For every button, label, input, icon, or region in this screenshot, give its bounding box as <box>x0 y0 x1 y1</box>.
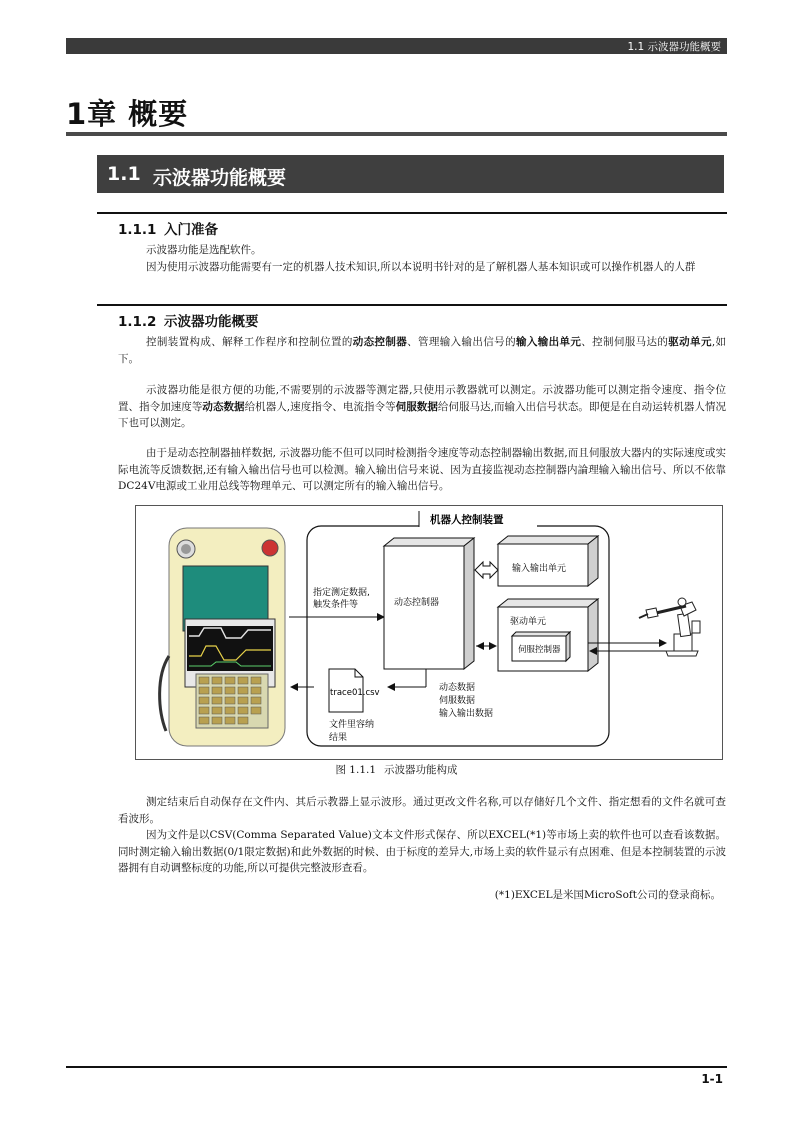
io-unit-box <box>498 536 598 586</box>
paragraph-features <box>118 382 726 432</box>
servo-controller-label: 伺服控制器 <box>518 645 561 655</box>
teach-pendant-icon <box>160 528 285 746</box>
paragraph: 因为使用示波器功能需要有一定的机器人技术知识,所以本说明书针对的是了解机器人基本知识或可以操作机器人的人群 <box>146 260 696 273</box>
chapter-title: 1章 概要 <box>66 97 189 131</box>
input-label-1: 指定测定数据, <box>313 588 370 598</box>
paragraph: 测定结束后自动保存在文件内、其后示教器上显示波形。通过更改文件名称,可以存储好几个文件、指定想看的文件名就可查看波形。 <box>118 796 726 825</box>
paragraph: 控制装置构成、解释工作程序和控制位置的动态控制器、管理输入输出信号的输入输出单元、控制伺服马达的驱动单元,如下。 <box>118 336 727 365</box>
header-title: 1.1 示波器功能概要 <box>627 41 721 53</box>
robot-arm-icon <box>639 598 700 656</box>
subsection-number: 1.1.1 <box>118 222 157 238</box>
file-note-2: 结果 <box>329 733 348 743</box>
motion-controller-box <box>384 538 474 669</box>
paragraph-after <box>118 794 726 877</box>
subsection-rule <box>97 304 727 306</box>
io-unit-label: 输入输出单元 <box>512 564 567 574</box>
data-label-3: 输入输出数据 <box>439 709 494 719</box>
paragraph: 由于是动态控制器抽样数据, 示波器功能不但可以同时检测指令速度等动态控制器输出数据,而且伺服放大器内的实际速度或实际电流等反馈数据,还有输入输出信号也可以检测。输入输出信号来说、因为直接监视动态控制器内論理输入输出信号、所以不依靠DC24V电源或工业用总线等物理单元、可以测定所有的输入输出信号。 <box>118 447 726 492</box>
robot-controller-label: 机器人控制装置 <box>430 514 504 526</box>
subsection-title: 示波器功能概要 <box>164 314 259 330</box>
footer-rule <box>66 1066 727 1068</box>
paragraph: 示波器功能是很方便的功能,不需要别的示波器等测定器,只使用示教器就可以测定。示波器功能可以测定指令速度、指令位置、指令加速度等动态数据给机器人,速度指令、电流指令等伺服数据给伺服马达,而输入出信号状态。即便是在自动运转机器人情况下也可以测定。 <box>118 384 727 429</box>
input-label-2: 触发条件等 <box>313 600 359 610</box>
subsection-title: 入门准备 <box>164 222 218 238</box>
running-header <box>66 38 727 54</box>
section-title: 示波器功能概要 <box>153 167 287 189</box>
data-label-2: 伺服数据 <box>439 696 476 706</box>
page-number: 1-1 <box>701 1072 723 1086</box>
section-heading <box>97 155 724 193</box>
footnote: (*1)EXCEL是米国MicroSoft公司的登录商标。 <box>494 889 721 901</box>
subsection-heading-2 <box>118 310 259 330</box>
figure-caption <box>0 762 793 777</box>
subsection-rule <box>97 212 727 214</box>
figure-caption-text: 示波器功能构成 <box>384 764 458 776</box>
motion-controller-label: 动态控制器 <box>394 598 440 608</box>
drive-unit-box <box>498 599 598 671</box>
figure-number: 图 1.1.1 <box>335 764 377 776</box>
section-number: 1.1 <box>107 163 141 185</box>
paragraph: 示波器功能是选配软件。 <box>146 244 262 256</box>
paragraph-structure <box>118 334 726 367</box>
file-name-label: trace01.csv <box>330 688 380 698</box>
chapter-rule <box>66 132 727 136</box>
paragraph-sampling <box>118 445 726 495</box>
subsection-heading-1 <box>118 218 218 238</box>
paragraph: 因为文件是以CSV(Comma Separated Value)文本文件形式保存、所以EXCEL(*1)等市场上卖的软件也可以查看该数据。同时测定输入输出数据(0/1限定数据)和此外数据的时候、由于标度的差异大,市场上卖的软件显示有点困难、但是本控制装置的示波器拥有自动调整标度的功能,所以可提供完整波形查看。 <box>118 829 726 874</box>
paragraph-intro <box>118 242 726 275</box>
file-note-1: 文件里容纳 <box>329 720 375 730</box>
drive-unit-label: 驱动单元 <box>510 617 547 627</box>
oscilloscope-diagram <box>135 505 723 760</box>
subsection-number: 1.1.2 <box>118 314 157 330</box>
data-label-1: 动态数据 <box>439 683 476 693</box>
